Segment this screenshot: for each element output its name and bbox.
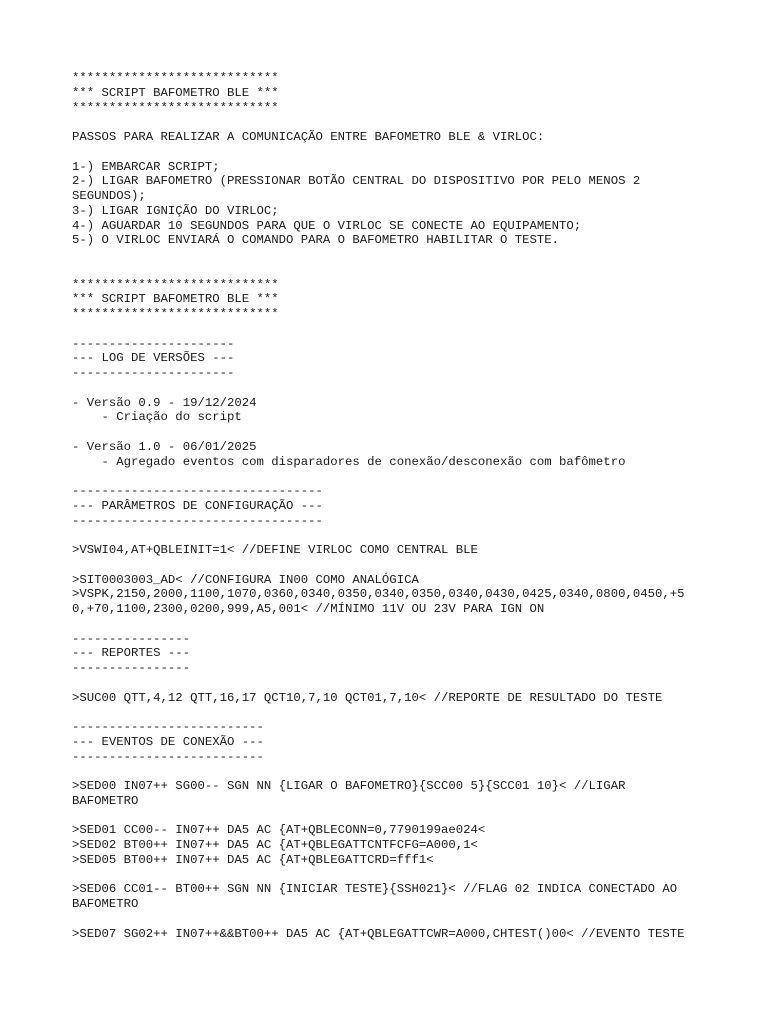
document-line [72, 764, 712, 779]
document-line: **************************** [72, 71, 279, 85]
document-line: 4-) AGUARDAR 10 SEGUNDOS PARA QUE O VIRLOC SE CONECTE AO EQUIPAMENTO; [72, 218, 582, 233]
document-line: >SIT0003003_AD< //CONFIGURA IN00 COMO ANALÓGICA [72, 572, 419, 587]
document-line: >SED06 CC01-- BT00++ SGN NN {INICIAR TESTE}{SSH021}< //FLAG 02 INDICA CONECTADO AO [72, 882, 678, 897]
document-line: ---------------- [72, 661, 191, 675]
document-line: - Criação do script [72, 410, 242, 425]
document-line: **************************** [72, 307, 279, 321]
document-line [72, 145, 712, 160]
document-line: 0,+70,1100,2300,0200,999,A5,001< //MÍNIMO 11V OU 23V PARA IGN ON [72, 602, 545, 616]
document-line: --- LOG DE VERSÕES --- [72, 351, 235, 366]
document-line: **************************** [72, 277, 279, 292]
document-line [72, 381, 712, 396]
document-line: -------------------------- [72, 749, 264, 764]
document-line: --- PARÂMETROS DE CONFIGURAÇÃO --- [72, 498, 323, 513]
document-line: >SUC00 QTT,4,12 QTT,16,17 QCT10,7,10 QCT01,7,10< //REPORTE DE RESULTADO DO TESTE [72, 690, 663, 705]
document-line: ---------------- [72, 631, 191, 646]
document-line: - Versão 0.9 - 19/12/2024 [72, 395, 257, 410]
document-line [72, 425, 712, 440]
document-line: BAFOMETRO [72, 897, 139, 911]
script-document [72, 71, 712, 941]
document-line: ---------------------- [72, 366, 235, 380]
document-line [72, 558, 712, 573]
document-line [72, 912, 712, 927]
document-line: >SED05 BT00++ IN07++ DA5 AC {AT+QBLEGATTCRD=fff1< [72, 852, 434, 867]
document-line: PASSOS PARA REALIZAR A COMUNICAÇÃO ENTRE BAFOMETRO BLE & VIRLOC: [72, 130, 545, 144]
document-line: >SED07 SG02++ IN07++&&BT00++ DA5 AC {AT+QBLEGATTCWR=A000,CHTEST()00< //EVENTO TESTE [72, 926, 685, 941]
document-line: --- EVENTOS DE CONEXÃO --- [72, 734, 264, 749]
document-line: >SED02 BT00++ IN07++ DA5 AC {AT+QBLEGATTCNTFCFG=A000,1< [72, 838, 478, 852]
document-line: >SED01 CC00-- IN07++ DA5 AC {AT+QBLECONN=0,7790199ae024< [72, 823, 486, 838]
document-line: **************************** [72, 100, 279, 115]
document-line: - Agregado eventos com disparadores de conexão/desconexão com bafômetro [72, 454, 626, 469]
document-line: ---------------------------------- [72, 484, 323, 498]
document-line: >VSPK,2150,2000,1100,1070,0360,0340,0350,0340,0350,0340,0430,0425,0340,0800,0450,+5 [72, 587, 685, 602]
document-line: SEGUNDOS); [72, 189, 146, 203]
document-line [72, 469, 712, 484]
document-line: BAFOMETRO [72, 793, 139, 808]
document-line [72, 115, 712, 130]
document-line [72, 322, 712, 337]
document-line: 5-) O VIRLOC ENVIARÁ O COMANDO PARA O BAFOMETRO HABILITAR O TESTE. [72, 233, 560, 248]
document-line: ---------------------- [72, 336, 235, 351]
document-line: 1-) EMBARCAR SCRIPT; [72, 159, 220, 174]
document-line: - Versão 1.0 - 06/01/2025 [72, 439, 257, 454]
document-line: -------------------------- [72, 720, 264, 734]
document-line: *** SCRIPT BAFOMETRO BLE *** [72, 85, 279, 100]
document-line: 2-) LIGAR BAFOMETRO (PRESSIONAR BOTÃO CENTRAL DO DISPOSITIVO POR PELO MENOS 2 [72, 174, 641, 189]
document-line: 3-) LIGAR IGNIÇÃO DO VIRLOC; [72, 203, 279, 218]
document-line [72, 248, 712, 263]
document-line: >VSWI04,AT+QBLEINIT=1< //DEFINE VIRLOC COMO CENTRAL BLE [72, 543, 478, 557]
document-line [72, 617, 712, 632]
document-line [72, 868, 712, 883]
document-line [72, 528, 712, 543]
document-line [72, 263, 712, 278]
document-line: *** SCRIPT BAFOMETRO BLE *** [72, 292, 279, 307]
document-line [72, 705, 712, 720]
document-line: --- REPORTES --- [72, 646, 191, 661]
document-line [72, 676, 712, 691]
document-line: ---------------------------------- [72, 513, 323, 528]
document-line: >SED00 IN07++ SG00-- SGN NN {LIGAR O BAFOMETRO}{SCC00 5}{SCC01 10}< //LIGAR [72, 779, 626, 793]
document-line [72, 809, 712, 824]
